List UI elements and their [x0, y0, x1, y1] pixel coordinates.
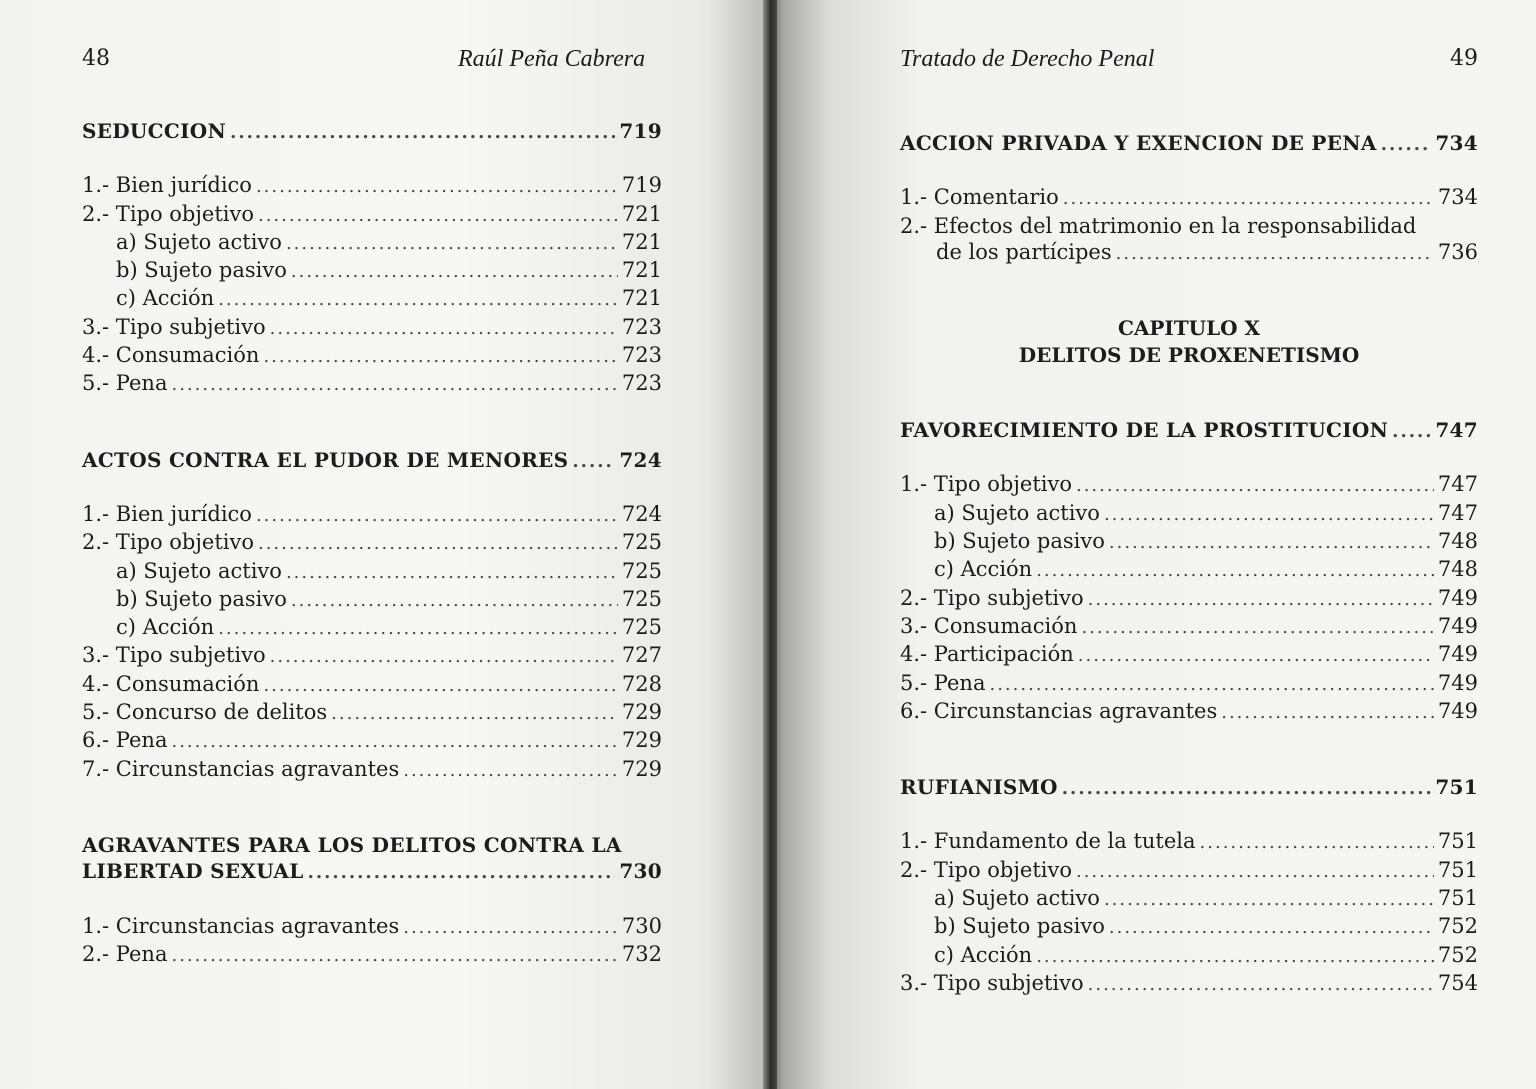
toc-entry[interactable] [82, 699, 662, 727]
toc-entry[interactable] [900, 828, 1478, 856]
toc-entry[interactable] [82, 172, 662, 200]
dot-leader [1392, 419, 1431, 445]
toc-entry[interactable] [900, 942, 1478, 970]
chapter-title: DELITOS DE PROXENETISMO [1018, 343, 1360, 368]
toc-entry[interactable] [900, 913, 1478, 941]
toc-entry-label: 2.- Tipo objetivo [82, 530, 254, 555]
toc-entry[interactable] [900, 641, 1478, 669]
toc-page-number: 719 [619, 119, 662, 143]
spacer [900, 726, 1478, 774]
toc-entry[interactable] [900, 471, 1478, 499]
toc-page-number: 748 [1437, 557, 1478, 582]
dot-leader [256, 503, 618, 529]
toc-entry-label: 1.- Bien jurídico [82, 501, 252, 526]
toc-page-number: 721 [621, 286, 662, 311]
dot-leader [989, 672, 1433, 698]
toc-entry-label: b) Sujeto pasivo [934, 914, 1105, 939]
dot-leader [1109, 530, 1434, 556]
toc-entry-label: 5.- Concurso de delitos [82, 700, 328, 725]
toc-entry-label: 2.- Tipo objetivo [82, 201, 254, 226]
toc-entry-label: ACCION PRIVADA Y EXENCION DE PENA [900, 131, 1377, 155]
dot-leader [171, 729, 617, 755]
dot-leader [1088, 972, 1434, 998]
toc-entry-label: FAVORECIMIENTO DE LA PROSTITUCION [900, 418, 1389, 443]
toc-entry-label: b) Sujeto pasivo [934, 529, 1105, 554]
toc-page-number: 732 [621, 941, 662, 966]
toc-entry-label: 3.- Consumación [900, 613, 1078, 638]
dot-leader [308, 860, 616, 886]
dot-leader [1036, 944, 1434, 970]
toc-entry[interactable] [82, 756, 662, 784]
toc-page-number: 729 [621, 700, 662, 725]
toc-entry[interactable] [82, 941, 662, 969]
dot-leader [1116, 241, 1434, 267]
dot-leader [258, 203, 618, 229]
toc-entry[interactable] [900, 613, 1478, 641]
toc-page-number: 721 [621, 201, 662, 226]
toc-entry-label: 1.- Circunstancias agravantes [82, 913, 400, 938]
toc-entry-label: 4.- Consumación [82, 671, 260, 696]
spacer [900, 802, 1478, 828]
dot-leader [291, 259, 618, 285]
toc-section-entry[interactable] [900, 417, 1478, 445]
toc-entry-label: 3.- Tipo subjetivo [82, 314, 266, 339]
dot-leader [403, 915, 618, 941]
toc-entry[interactable] [82, 642, 662, 670]
toc-section-entry[interactable] [900, 130, 1478, 158]
right-page [768, 0, 1536, 1089]
left-running-head: Raúl Peña Cabrera [458, 46, 646, 72]
toc-entry[interactable] [82, 314, 662, 342]
toc-entry[interactable] [900, 239, 1478, 267]
toc-entry[interactable] [900, 556, 1478, 584]
dot-leader [218, 287, 618, 313]
toc-entry-label: 1.- Fundamento de la tutela [900, 829, 1196, 854]
toc-entry[interactable] [900, 184, 1478, 212]
toc-page-number: 749 [1437, 613, 1478, 638]
dot-leader [1109, 915, 1434, 941]
dot-leader [270, 644, 618, 670]
toc-page-number: 729 [621, 728, 662, 753]
dot-leader [1036, 558, 1434, 584]
dot-leader [1221, 700, 1434, 726]
toc-entry[interactable] [900, 698, 1478, 726]
toc-page-number: 723 [621, 371, 662, 396]
spacer [900, 158, 1478, 184]
toc-entry-label: 6.- Pena [82, 728, 168, 753]
toc-entry[interactable] [82, 671, 662, 699]
toc-page-number: 747 [1437, 500, 1478, 525]
spacer [82, 475, 662, 501]
toc-page-number: 734 [1435, 131, 1478, 155]
dot-leader [1081, 615, 1433, 641]
right-page-number: 49 [1450, 46, 1478, 71]
toc-entry-label: a) Sujeto activo [116, 558, 282, 583]
toc-entry-label: 2.- Tipo subjetivo [900, 585, 1084, 610]
toc-page-number: 725 [621, 586, 662, 611]
toc-entry-label: c) Acción [116, 615, 215, 640]
toc-entry[interactable] [900, 528, 1478, 556]
toc-page-number: 729 [621, 756, 662, 781]
toc-entry-label: b) Sujeto pasivo [116, 586, 287, 611]
dot-leader [1076, 473, 1434, 499]
toc-page-number: 725 [621, 558, 662, 583]
toc-entry-line: 2.- Efectos del matrimonio en la responsabilidad [900, 213, 1417, 238]
dot-leader [1200, 830, 1434, 856]
toc-entry-label: 6.- Circunstancias agravantes [900, 698, 1218, 723]
toc-page-number: 723 [621, 314, 662, 339]
toc-entry-label: 1.- Comentario [900, 185, 1059, 210]
dot-leader [1104, 887, 1434, 913]
toc-page-number: 749 [1437, 670, 1478, 695]
toc-entry-label: 5.- Pena [82, 371, 168, 396]
toc-entry[interactable] [82, 201, 662, 229]
toc-page-number: 727 [621, 643, 662, 668]
toc-entry-label: 4.- Consumación [82, 343, 260, 368]
toc-page-number: 748 [1437, 529, 1478, 554]
toc-entry-label: LIBERTAD SEXUAL [82, 859, 304, 884]
toc-entry[interactable] [900, 857, 1478, 885]
left-toc [82, 118, 662, 969]
toc-page-number: 721 [621, 258, 662, 283]
toc-page-number: 752 [1437, 942, 1478, 967]
dot-leader [1063, 186, 1434, 212]
spacer [82, 146, 662, 172]
dot-leader [263, 344, 617, 370]
toc-entry-label: c) Acción [934, 557, 1033, 582]
toc-entry-label: 1.- Tipo objetivo [900, 472, 1072, 497]
toc-page-number: 749 [1437, 642, 1478, 667]
toc-page-number: 730 [619, 859, 662, 884]
dot-leader [331, 701, 618, 727]
dot-leader [270, 316, 618, 342]
toc-page-number: 754 [1437, 970, 1478, 995]
toc-entry-label: c) Acción [934, 942, 1033, 967]
dot-leader [1062, 776, 1432, 802]
spacer [82, 887, 662, 913]
dot-leader [256, 174, 618, 200]
dot-leader [263, 673, 617, 699]
toc-entry[interactable] [82, 586, 662, 614]
toc-section-entry[interactable] [82, 447, 662, 475]
toc-entry-label: 3.- Tipo subjetivo [900, 970, 1084, 995]
left-page-number: 48 [82, 46, 110, 71]
toc-section-entry[interactable] [82, 858, 662, 886]
toc-page-number: 747 [1435, 418, 1478, 443]
toc-entry-label: a) Sujeto activo [934, 500, 1100, 525]
toc-page-number: 728 [621, 671, 662, 696]
toc-entry-label: a) Sujeto activo [116, 229, 282, 254]
toc-entry[interactable] [82, 614, 662, 642]
toc-page-number: 751 [1437, 886, 1478, 911]
dot-leader [258, 531, 618, 557]
toc-page-number: 747 [1437, 472, 1478, 497]
dot-leader [403, 758, 618, 784]
spacer [900, 369, 1478, 417]
toc-entry-label: ACTOS CONTRA EL PUDOR DE MENORES [82, 447, 569, 472]
toc-entry[interactable] [82, 558, 662, 586]
toc-page-number: 751 [1435, 775, 1478, 800]
toc-entry-label: b) Sujeto pasivo [116, 258, 287, 283]
toc-page-number: 724 [621, 501, 662, 526]
toc-entry-label: SEDUCCION [82, 119, 227, 143]
dot-leader [572, 449, 615, 475]
toc-entry[interactable] [82, 727, 662, 755]
toc-entry-label: a) Sujeto activo [934, 886, 1100, 911]
toc-page-number: 752 [1437, 914, 1478, 939]
dot-leader [1078, 643, 1434, 669]
dot-leader [1381, 132, 1432, 158]
toc-page-number: 751 [1437, 857, 1478, 882]
dot-leader [1088, 587, 1434, 613]
toc-entry-label: c) Acción [116, 286, 215, 311]
toc-entry-label: 4.- Participación [900, 642, 1074, 667]
toc-page-number: 723 [621, 343, 662, 368]
toc-entry[interactable] [900, 970, 1478, 998]
dot-leader [218, 616, 618, 642]
right-running-head: Tratado de Derecho Penal [900, 46, 1155, 72]
chapter-number: CAPITULO X [1117, 316, 1261, 341]
toc-entry[interactable] [82, 285, 662, 313]
dot-leader [171, 372, 617, 398]
toc-entry[interactable] [900, 585, 1478, 613]
spacer [82, 399, 662, 447]
toc-page-number: 725 [621, 615, 662, 640]
chapter-heading [900, 315, 1478, 369]
toc-entry[interactable] [82, 229, 662, 257]
dot-leader [1076, 859, 1434, 885]
dot-leader [291, 588, 618, 614]
toc-entry-label: de los partícipes [936, 239, 1112, 264]
toc-section-entry[interactable] [900, 774, 1478, 802]
toc-entry[interactable] [82, 913, 662, 941]
dot-leader [286, 560, 618, 586]
toc-entry[interactable] [900, 885, 1478, 913]
toc-page-number: 749 [1437, 585, 1478, 610]
toc-page-number: 719 [621, 173, 662, 198]
toc-entry-label: 7.- Circunstancias agravantes [82, 756, 400, 781]
toc-entry[interactable] [900, 670, 1478, 698]
toc-entry-label: RUFIANISMO [900, 775, 1058, 800]
toc-page-number: 734 [1437, 185, 1478, 210]
toc-page-number: 736 [1437, 239, 1478, 264]
toc-page-number: 751 [1437, 829, 1478, 854]
toc-entry-label: 2.- Tipo objetivo [900, 857, 1072, 882]
toc-entry[interactable] [82, 257, 662, 285]
toc-entry[interactable] [900, 500, 1478, 528]
dot-leader [171, 943, 617, 969]
toc-entry[interactable] [82, 342, 662, 370]
toc-entry[interactable] [82, 529, 662, 557]
dot-leader [230, 120, 615, 146]
toc-page-number: 724 [619, 447, 662, 472]
dot-leader [1104, 502, 1434, 528]
book-gutter [763, 0, 777, 1089]
toc-entry-label: 3.- Tipo subjetivo [82, 643, 266, 668]
toc-page-number: 721 [621, 229, 662, 254]
right-toc [900, 130, 1478, 998]
spacer [82, 784, 662, 832]
dot-leader [286, 231, 618, 257]
spacer [900, 445, 1478, 471]
spacer [900, 267, 1478, 315]
toc-page-number: 749 [1437, 698, 1478, 723]
toc-entry[interactable] [82, 501, 662, 529]
section-heading-line: AGRAVANTES PARA LOS DELITOS CONTRA LA [82, 832, 622, 857]
toc-entry-label: 1.- Bien jurídico [82, 173, 252, 198]
toc-entry-label: 2.- Pena [82, 941, 168, 966]
toc-section-entry[interactable] [82, 118, 662, 146]
toc-page-number: 725 [621, 530, 662, 555]
toc-entry[interactable] [82, 370, 662, 398]
toc-entry-label: 5.- Pena [900, 670, 986, 695]
toc-page-number: 730 [621, 913, 662, 938]
